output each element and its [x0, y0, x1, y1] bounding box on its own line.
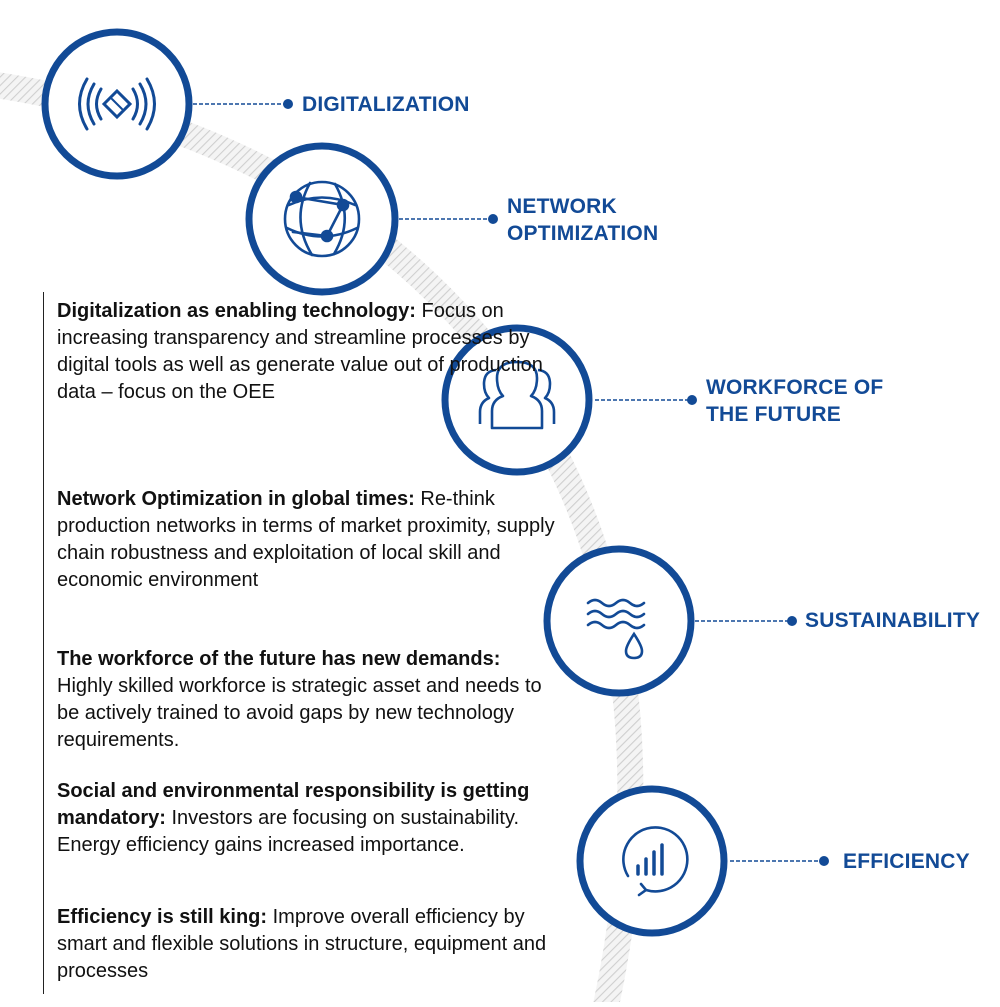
connector-3 [595, 395, 697, 405]
description-heading: Digitalization as enabling technology: [57, 300, 416, 322]
description-heading: Efficiency is still king: [57, 906, 268, 928]
description-digitalization [57, 298, 557, 406]
label-sustainability [805, 607, 980, 634]
description-body: Investors are focusing on sustainability. Energy efficiency gains increased importance. [57, 807, 520, 856]
description-efficiency [57, 904, 557, 985]
label-line: THE FUTURE [706, 403, 841, 426]
description-heading: Social and environmental responsibility is getting mandatory: [57, 780, 530, 829]
label-line: WORKFORCE OF [706, 376, 884, 399]
description-body: Highly skilled workforce is strategic asset and needs to be actively trained to avoid gaps by new technology requirements. [57, 675, 542, 751]
stage-circle-sustainability [547, 549, 691, 693]
label-workforce-of-the-future [706, 374, 883, 428]
description-heading: Network Optimization in global times: [57, 488, 415, 510]
connector-1 [193, 99, 293, 109]
description-network-optimization [57, 486, 557, 594]
label-line: EFFICIENCY [843, 850, 970, 873]
stage-circle-digitalization [45, 32, 189, 176]
description-sustainability [57, 778, 557, 859]
description-workforce [57, 646, 557, 754]
stage-circle-efficiency [580, 789, 724, 933]
connector-4 [695, 616, 797, 626]
description-body: Improve overall efficiency by smart and flexible solutions in structure, equipment and processes [57, 906, 547, 982]
description-body: Re-think production networks in terms of market proximity, supply chain robustness and exploitation of local skill and economic environment [57, 488, 555, 591]
description-heading: The workforce of the future has new demands: [57, 648, 501, 670]
description-body: Focus on increasing transparency and streamline processes by digital tools as well as generate value out of production data – focus on the OEE [57, 300, 543, 403]
label-line: DIGITALIZATION [302, 93, 470, 116]
connector-2 [399, 214, 498, 224]
text-column-divider [43, 292, 44, 994]
label-network-optimization [507, 193, 658, 247]
label-line: NETWORK [507, 195, 617, 218]
label-line: OPTIMIZATION [507, 222, 659, 245]
label-digitalization [302, 91, 470, 118]
label-efficiency [843, 848, 970, 875]
stage-circle-network-optimization [249, 146, 395, 292]
label-line: SUSTAINABILITY [805, 609, 981, 632]
connector-5 [730, 856, 829, 866]
